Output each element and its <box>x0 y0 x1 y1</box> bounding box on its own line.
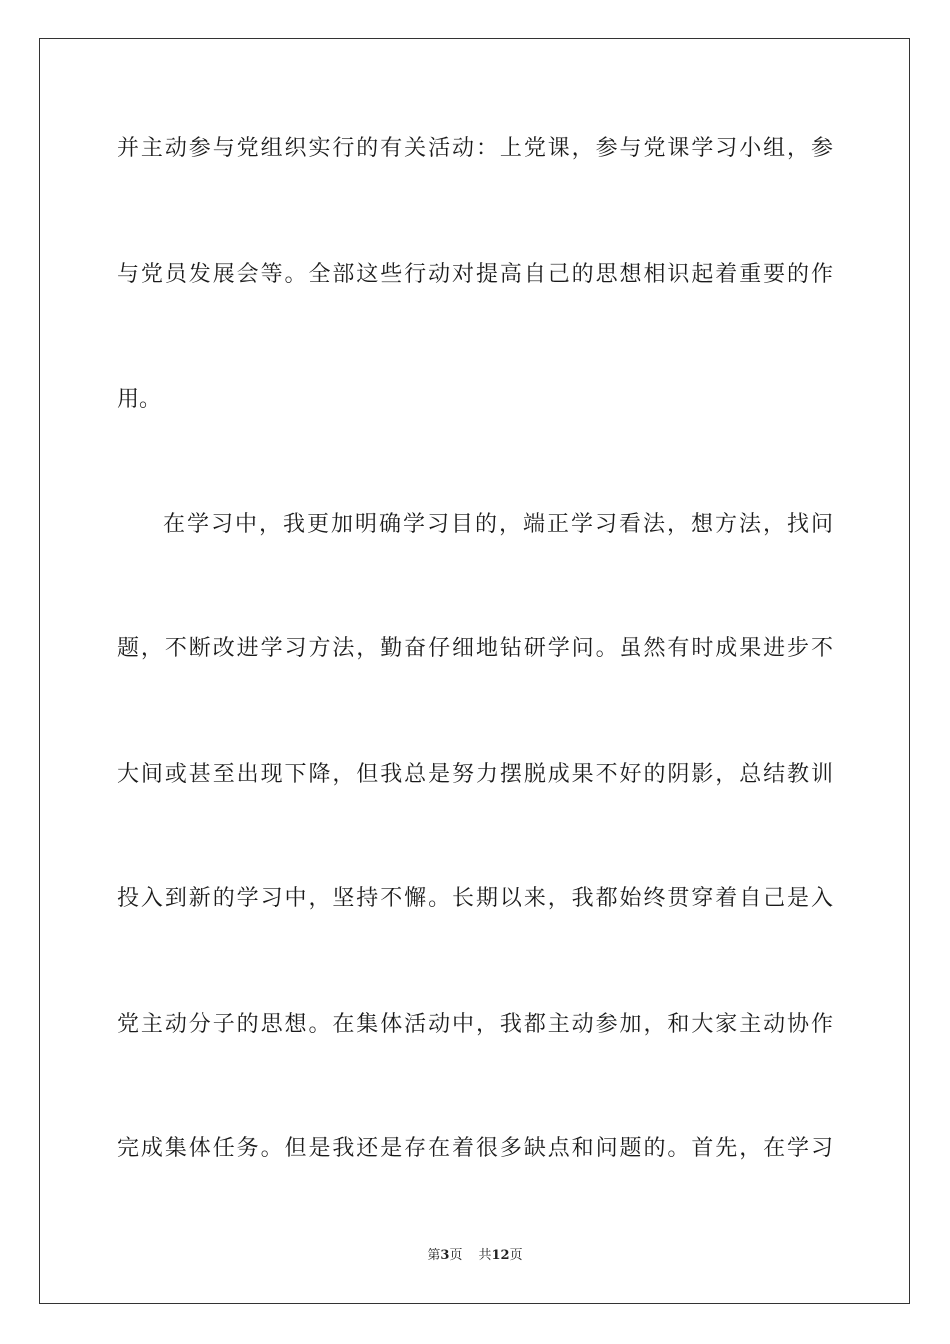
footer-page-prefix: 第 <box>427 1248 441 1263</box>
body-line-7: 投入到新的学习中，坚持不懈。长期以来，我都始终贯穿着自己是入 <box>117 886 833 911</box>
body-line-3: 用。 <box>117 387 162 412</box>
footer-total-prefix: 共 <box>478 1248 492 1263</box>
body-line-4: 在学习中，我更加明确学习目的，端正学习看法，想方法，找问 <box>163 512 833 537</box>
body-line-6: 大间或甚至出现下降，但我总是努力摆脱成果不好的阴影，总结教训 <box>117 762 833 787</box>
footer-page-number: 3 <box>440 1248 450 1263</box>
body-line-1: 并主动参与党组织实行的有关活动：上党课，参与党课学习小组，参 <box>117 136 833 161</box>
page-border <box>39 38 910 1304</box>
footer-total-pages: 12 <box>491 1248 510 1263</box>
body-line-5: 题，不断改进学习方法，勤奋仔细地钻研学问。虽然有时成果进步不 <box>117 636 833 661</box>
body-line-8: 党主动分子的思想。在集体活动中，我都主动参加，和大家主动协作 <box>117 1012 833 1037</box>
footer-total-suffix: 页 <box>509 1248 523 1263</box>
footer-page-suffix: 页 <box>449 1248 463 1263</box>
page-footer <box>0 1247 950 1265</box>
body-line-9: 完成集体任务。但是我还是存在着很多缺点和问题的。首先，在学习 <box>117 1136 833 1161</box>
body-line-2: 与党员发展会等。全部这些行动对提高自己的思想相识起着重要的作 <box>117 262 833 287</box>
